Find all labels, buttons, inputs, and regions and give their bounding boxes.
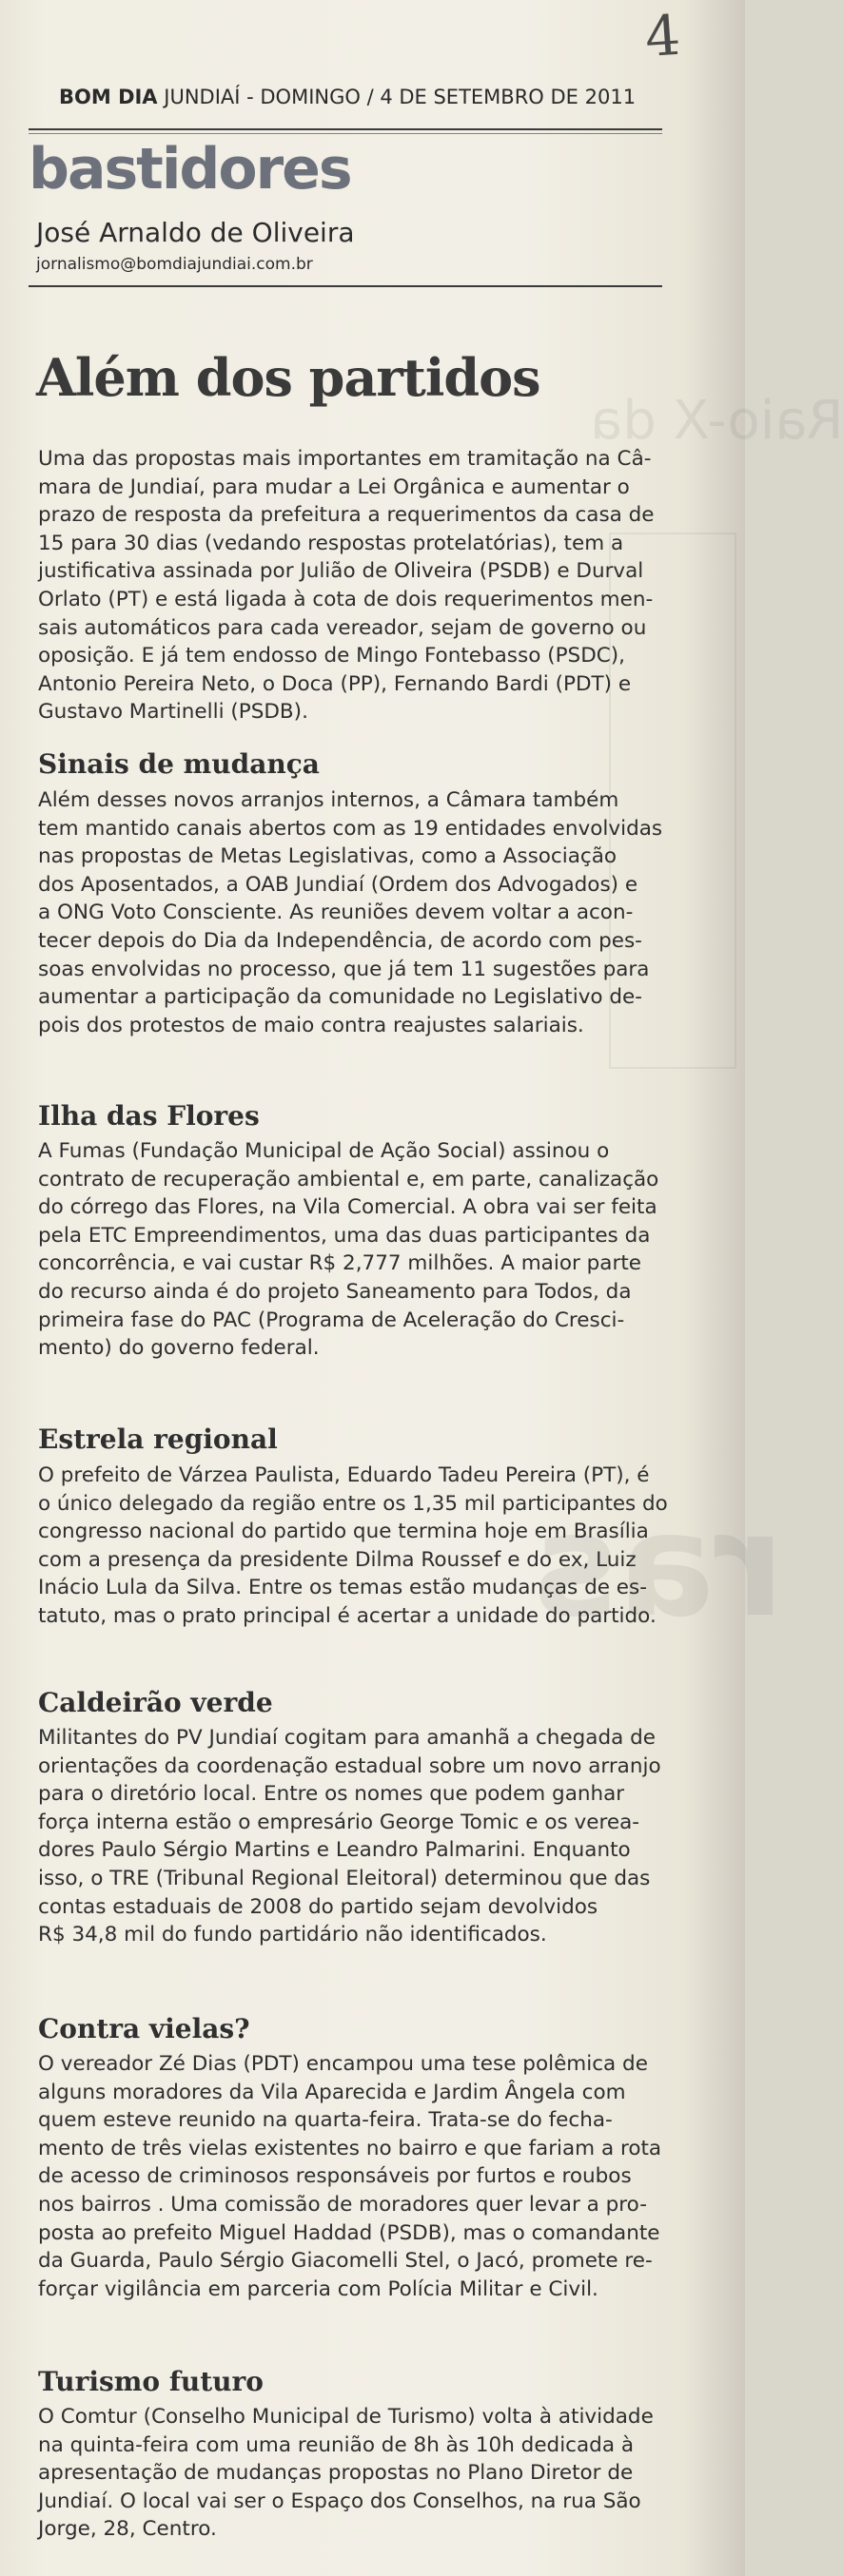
author-name: José Arnaldo de Oliveira (36, 217, 355, 248)
text-line: pela ETC Empreendimentos, uma das duas participantes da (38, 1223, 651, 1248)
text-line: do recurso ainda é do projeto Saneamento para Todos, da (38, 1279, 632, 1304)
text-line: R$ 34,8 mil do fundo partidário não identificados. (38, 1923, 547, 1947)
text-line: aumentar a participação da comunidade no Legislativo de- (38, 985, 643, 1010)
text-line: Uma das propostas mais importantes em tramitação na Câ- (38, 447, 652, 471)
intro-paragraph (38, 445, 666, 726)
text-line: O prefeito de Várzea Paulista, Eduardo Tadeu Pereira (PT), é (38, 1463, 650, 1487)
text-line: mara de Jundiaí, para mudar a Lei Orgânica e aumentar o (38, 475, 630, 499)
text-line: apresentação de mudanças propostas no Plano Diretor de (38, 2461, 634, 2486)
text-line: forçar vigilância em parceria com Polícia Militar e Civil. (38, 2276, 598, 2301)
text-line: Jundiaí. O local vai ser o Espaço dos Conselhos, na rua São (38, 2489, 641, 2513)
text-line: concorrência, e vai custar R$ 2,777 milhões. A maior parte (38, 1251, 641, 1276)
headline: Além dos partidos (36, 347, 540, 408)
text-line: prazo de resposta da prefeitura a requerimentos da casa de (38, 503, 655, 528)
text-line: primeira fase do PAC (Programa de Aceleração do Cresci- (38, 1307, 625, 1332)
page-number: 4 (642, 2, 681, 70)
text-line: mento de três vielas existentes no bairro e que fariam a rota (38, 2136, 662, 2160)
text-line: quem esteve reunido na quarta-feira. Trata-se do fecha- (38, 2108, 613, 2133)
text-line: pois dos protestos de maio contra reajustes salariais. (38, 1013, 584, 1037)
text-line: Gustavo Martinelli (PSDB). (38, 700, 308, 725)
text-line: tecer depois do Dia da Independência, de acordo com pes- (38, 928, 642, 953)
text-line: a ONG Voto Consciente. As reuniões devem voltar a acon- (38, 901, 634, 925)
author-email[interactable]: jornalismo@bomdiajundiai.com.br (36, 255, 313, 274)
text-line: dos Aposentados, a OAB Jundiaí (Ordem dos Advogados) e (38, 872, 638, 897)
show-through-text: ras (533, 1483, 785, 1649)
subhead-ilha-das-flores: Ilha das Flores (38, 1100, 260, 1132)
subhead-estrela-regional: Estrela regional (38, 1424, 278, 1455)
text-line: Além desses novos arranjos internos, a Câmara também (38, 788, 619, 812)
text-line: posta ao prefeito Miguel Haddad (PSDB), mas o comandante (38, 2220, 660, 2245)
text-line: soas envolvidas no processo, que já tem 11 sugestões para (38, 957, 650, 981)
paragraph-contra-vielas (38, 2050, 666, 2303)
subhead-caldeirao-verde: Caldeirão verde (38, 1687, 273, 1718)
text-line: para o diretório local. Entre os nomes que podem ganhar (38, 1782, 625, 1807)
text-line: oposição. E já tem endosso de Mingo Fontebasso (PSDC), (38, 644, 625, 668)
text-line: força interna estão o empresário George Tomic e os verea- (38, 1810, 640, 1834)
text-line: com a presença da presidente Dilma Roussef e do ex, Luiz (38, 1547, 637, 1572)
text-line: o único delegado da região entre os 1,35 mil participantes do (38, 1491, 668, 1516)
text-line: da Guarda, Paulo Sérgio Giacomelli Stel, o Jacó, promete re- (38, 2249, 653, 2274)
text-line: tem mantido canais abertos com as 19 entidades envolvidas (38, 816, 663, 841)
text-line: de acesso de criminosos responsáveis por furtos e roubos (38, 2164, 632, 2189)
show-through-text: Raio-X da (590, 390, 843, 452)
paragraph-ilha-das-flores (38, 1137, 666, 1363)
text-line: alguns moradores da Vila Aparecida e Jardim Ângela com (38, 2080, 626, 2104)
text-line: sais automáticos para cada vereador, sejam de governo ou (38, 615, 647, 640)
folio-date: JUNDIAÍ - DOMINGO / 4 DE SETEMBRO DE 2011 (157, 86, 637, 108)
folio-brand: BOM DIA (59, 86, 158, 108)
text-line: do córrego das Flores, na Vila Comercial. A obra vai ser feita (38, 1195, 657, 1220)
text-line: mento) do governo federal. (38, 1336, 320, 1361)
text-line: justificativa assinada por Julião de Oliveira (PSDB) e Durval (38, 559, 644, 584)
header-rule (29, 285, 662, 287)
text-line: isso, o TRE (Tribunal Regional Eleitoral) determinou que das (38, 1866, 651, 1890)
paragraph-estrela-regional (38, 1462, 666, 1631)
text-line: na quinta-feira com uma reunião de 8h às 10h dedicada à (38, 2432, 635, 2457)
paragraph-sinais-de-mudanca (38, 786, 666, 1039)
text-line: Orlato (PT) e está ligada à cota de dois requerimentos men- (38, 587, 654, 611)
text-line: tatuto, mas o prato principal é acertar a unidade do partido. (38, 1603, 657, 1628)
text-line: contrato de recuperação ambiental e, em parte, canalização (38, 1167, 659, 1191)
text-line: Antonio Pereira Neto, o Doca (PP), Fernando Bardi (PDT) e (38, 671, 632, 696)
paragraph-caldeirao-verde (38, 1724, 666, 1949)
text-line: nas propostas de Metas Legislativas, como a Associação (38, 844, 618, 869)
text-line: contas estaduais de 2008 do partido sejam devolvidos (38, 1894, 598, 1919)
text-line: A Fumas (Fundação Municipal de Ação Social) assinou o (38, 1139, 610, 1163)
text-line: 15 para 30 dias (vedando respostas protelatórias), tem a (38, 531, 624, 555)
text-line: Militantes do PV Jundiaí cogitam para amanhã a chegada de (38, 1726, 656, 1750)
subhead-turismo-futuro: Turismo futuro (38, 2366, 264, 2397)
subhead-sinais-de-mudanca: Sinais de mudança (38, 748, 320, 780)
text-line: dores Paulo Sérgio Martins e Leandro Palmarini. Enquanto (38, 1838, 631, 1863)
subhead-contra-vielas: Contra vielas? (38, 2013, 250, 2044)
section-label: bastidores (29, 136, 351, 203)
text-line: nos bairros . Uma comissão de moradores quer levar a pro- (38, 2192, 647, 2217)
text-line: O vereador Zé Dias (PDT) encampou uma tese polêmica de (38, 2052, 648, 2076)
paragraph-turismo-futuro (38, 2403, 666, 2544)
text-line: Inácio Lula da Silva. Entre os temas estão mudanças de es- (38, 1576, 647, 1600)
folio-line (59, 86, 636, 108)
text-line: orientações da coordenação estadual sobre um novo arranjo (38, 1753, 661, 1778)
text-line: O Comtur (Conselho Municipal de Turismo) volta à atividade (38, 2405, 654, 2429)
folio-rule-thin (29, 133, 662, 134)
folio-rule (29, 128, 662, 130)
text-line: congresso nacional do partido que termina hoje em Brasília (38, 1520, 649, 1544)
text-line: Jorge, 28, Centro. (38, 2517, 217, 2542)
